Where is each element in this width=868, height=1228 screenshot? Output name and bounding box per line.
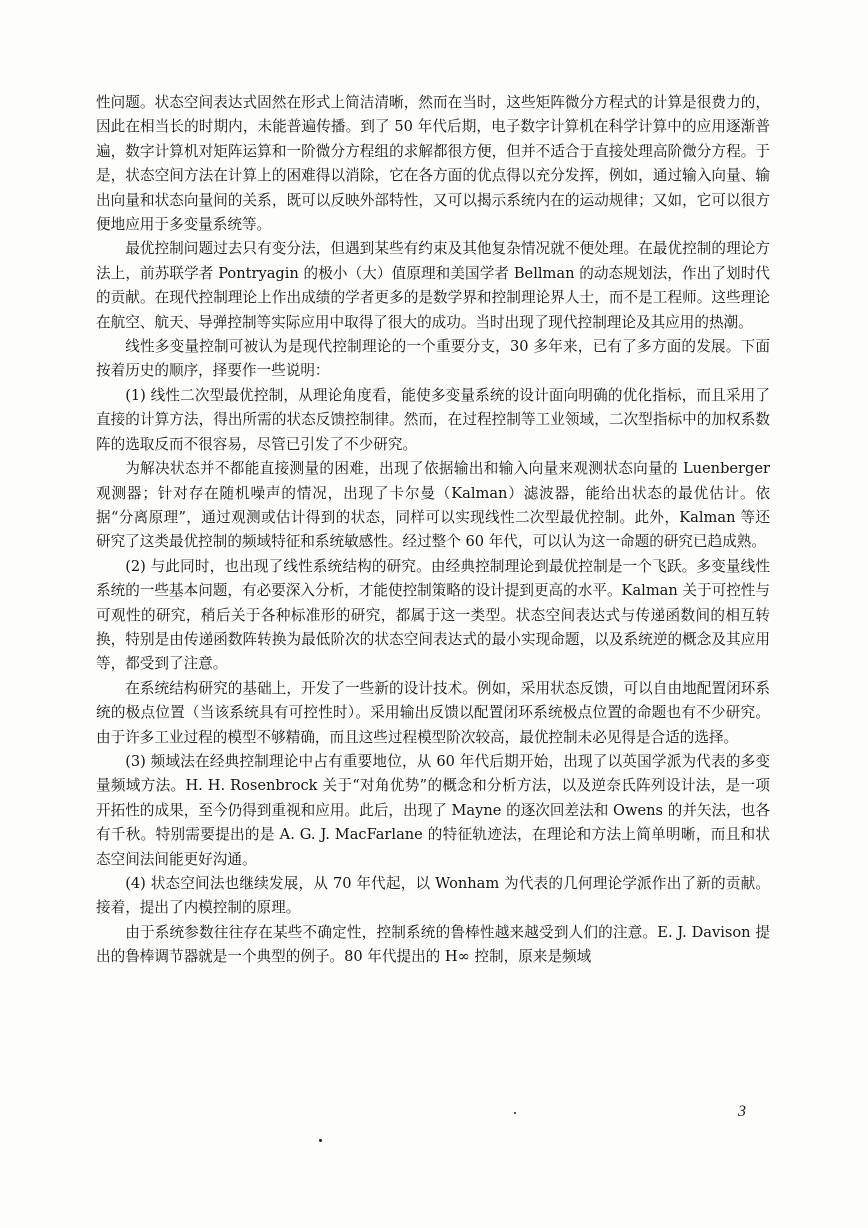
page-number: 3 (738, 1103, 746, 1120)
paragraph-10: 由于系统参数往往存在某些不确定性，控制系统的鲁棒性越来越受到人们的注意。E. J. Davison 提出的鲁棒调节器就是一个典型的例子。80 年代提出的 H∞ 控制，原来是频域 (96, 923, 770, 966)
paragraph-5: 为解决状态并不都能直接测量的困难，出现了依据输出和输入向量来观测状态向量的 Luenberger 观测器；针对存在随机噪声的情况，出现了卡尔曼（Kalman）滤波器，能给出状态的最优估计。依据“分离原理”，通过观测或估计得到的状态，同样可以实现线性二次型最优控制。此外，Kalman 等还研究了这类最优控制的频域特征和系统敏感性。经过整个 60 年代，可以认为这一命题的研究已趋成熟。 (96, 460, 770, 551)
scan-speck (514, 1112, 516, 1114)
paragraph-9: (4) 状态空间法也继续发展，从 70 年代起，以 Wonham 为代表的几何理论学派作出了新的贡献。接着，提出了内模控制的原理。 (96, 875, 770, 917)
paragraph-1: 性问题。状态空间表达式固然在形式上简洁清晰，然而在当时，这些矩阵微分方程式的计算是很费力的，因此在相当长的时期内，未能普遍传播。到了 50 年代后期，电子数字计算机在科学计算中的应用逐渐普遍，数字计算机对矩阵运算和一阶微分方程组的求解都很方便，但并不适合于直接处理高阶微分方程。于是，状态空间方法在计算上的困难得以消除，它在各方面的优点得以充分发挥，例如，通过输入向量、输出向量和状态向量间的关系，既可以反映外部特性，又可以揭示系统内在的运动规律；又如，它可以很方便地应用于多变量系统等。 (96, 94, 770, 234)
paragraph-4: (1) 线性二次型最优控制，从理论角度看，能使多变量系统的设计面向明确的优化指标，而且采用了直接的计算方法，得出所需的状态反馈控制律。然而，在过程控制等工业领域，二次型指标中的加权系数阵的选取反而不很容易，尽管已引发了不少研究。 (96, 386, 770, 453)
paragraph-8: (3) 频域法在经典控制理论中占有重要地位，从 60 年代后期开始，出现了以英国学派为代表的多变量频域方法。H. H. Rosenbrock 关于“对角优势”的概念和分析方法，以及逆奈氏阵列设计法，是一项开拓性的成果，至今仍得到重视和应用。此后，出现了 Mayne 的逐次回差法和 Owens 的并矢法，也各有千秋。特别需要提出的是 A. G. J. MacFarlane 的特征轨迹法，在理论和方法上简单明晰，而且和状态空间法间能更好沟通。 (96, 752, 770, 868)
paragraph-7: 在系统结构研究的基础上，开发了一些新的设计技术。例如，采用状态反馈，可以自由地配置闭环系统的极点位置（当该系统具有可控性时）。采用输出反馈以配置闭环系统极点位置的命题也有不少研究。由于许多工业过程的模型不够精确，而且这些过程模型阶次较高，最优控制未必见得是合适的选择。 (96, 679, 770, 746)
paragraph-3: 线性多变量控制可被认为是现代控制理论的一个重要分支，30 多年来，已有了多方面的发展。下面按着历史的顺序，择要作一些说明： (96, 338, 770, 380)
paragraph-2: 最优控制问题过去只有变分法，但遇到某些有约束及其他复杂情况就不便处理。在最优控制的理论方法上，前苏联学者 Pontryagin 的极小（大）值原理和美国学者 Bellman 的动态规划法，作出了划时代的贡献。在现代控制理论上作出成绩的学者更多的是数学界和控制理论界人士，而不是工程师。这些理论在航空、航天、导弹控制等实际应用中取得了很大的成功。当时出现了现代控制理论及其应用的热潮。 (96, 240, 770, 331)
paragraph-6: (2) 与此同时，也出现了线性系统结构的研究。由经典控制理论到最优控制是一个飞跃。多变量线性系统的一些基本问题，有必要深入分析，才能使控制策略的设计提到更高的水平。Kalman 关于可控性与可观性的研究，稍后关于各种标准形的研究，都属于这一类型。状态空间表达式与传递函数间的相互转换，特别是由传递函数阵转换为最低阶次的状态空间表达式的最小实现命题，以及系统逆的概念及其应用等，都受到了注意。 (96, 557, 770, 673)
scan-speck (319, 1139, 322, 1142)
body-text (96, 91, 770, 970)
